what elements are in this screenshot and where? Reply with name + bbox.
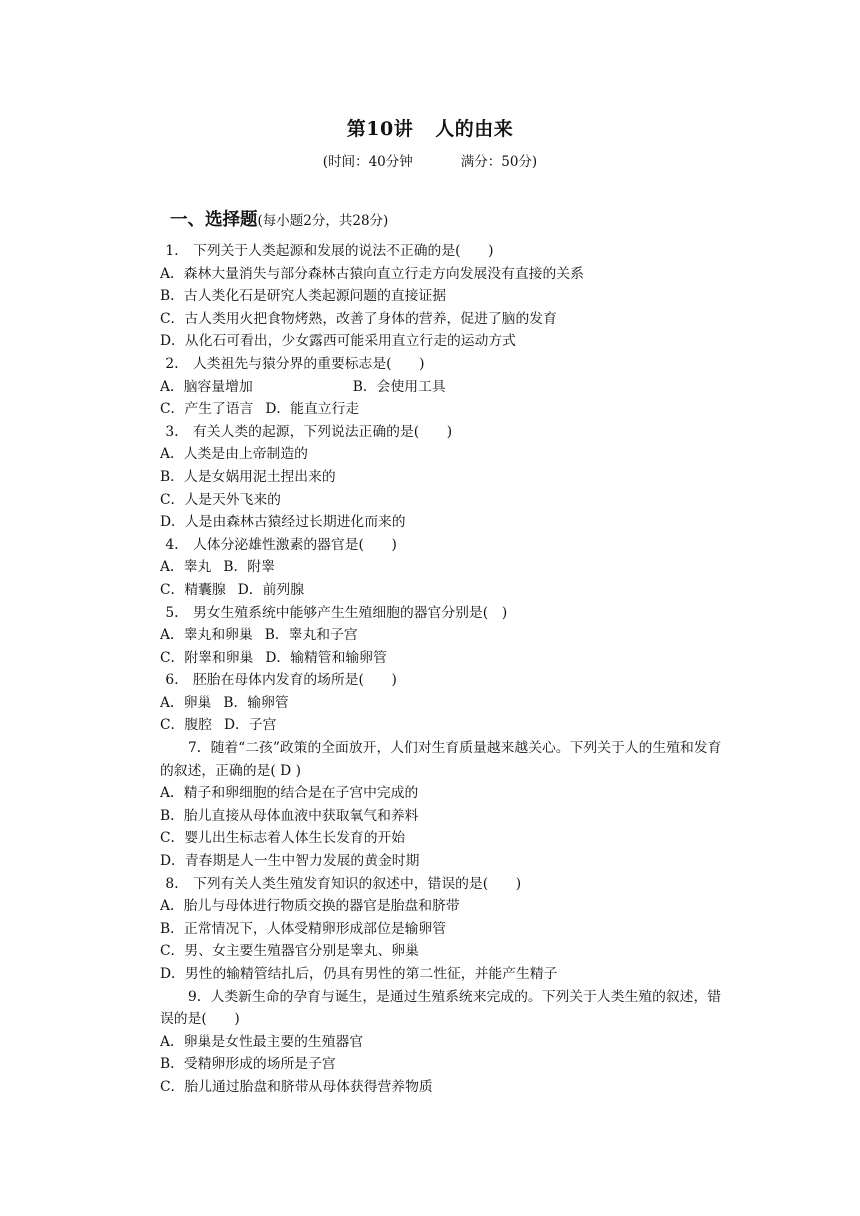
question-stem: 4． 人体分泌雄性激素的器官是( ) (165, 536, 397, 553)
option: A．卵巢是女性最主要的生殖器官 (160, 1033, 364, 1050)
question-stem: 8． 下列有关人类生殖发育知识的叙述中，错误的是( ) (165, 875, 522, 892)
question-stem: 1． 下列关于人类起源和发展的说法不正确的是( ) (165, 243, 494, 259)
option: D．男性的输精管结扎后，仍具有男性的第二性征，并能产生精子 (160, 966, 558, 982)
option-row: A．睾丸 B．附睾 (160, 559, 275, 576)
option: B．正常情况下，人体受精卵形成部位是输卵管 (160, 920, 447, 937)
question-stem: 7．随着“二孩”政策的全面放开，人们对生育质量越来越关心。下列关于人的生殖和发育的叙述，正确的是( D ) (160, 740, 722, 779)
option: C．古人类用火把食物烤熟，改善了身体的营养，促进了脑的发育 (160, 310, 557, 327)
option: C．人是天外飞来的 (160, 491, 281, 508)
exam-time: (时间：40分钟 (322, 154, 413, 170)
question-stem: 9．人类新生命的孕育与诞生，是通过生殖系统来完成的。下列关于人类生殖的叙述，错误的是( ) (160, 988, 722, 1028)
option: A．胎儿与母体进行物质交换的器官是胎盘和脐带 (160, 898, 460, 915)
question-list (160, 240, 730, 1099)
option: A．森林大量消失与部分森林古猿向直立行走方向发展没有直接的关系 (160, 265, 584, 282)
option: A．人类是由上帝制造的 (160, 446, 308, 463)
option-row: A．睾丸和卵巢 B．睾丸和子宫 (160, 627, 358, 644)
lesson-number: 第10讲 (346, 118, 414, 140)
exam-meta (0, 150, 860, 170)
option: D．人是由森林古猿经过长期进化而来的 (160, 514, 406, 531)
option: D．青春期是人一生中智力发展的黄金时期 (160, 853, 420, 870)
exam-score: 满分：50分) (460, 154, 538, 170)
question-stem: 3． 有关人类的起源，下列说法正确的是( ) (165, 423, 453, 440)
option-row: C．产生了语言 D．能直立行走 (160, 401, 360, 418)
section-note: (每小题2分，共28分) (257, 213, 389, 229)
option-row: A．脑容量增加 B．会使用工具 (160, 378, 446, 395)
option-row: C．附睾和卵巢 D．输精管和输卵管 (160, 649, 387, 666)
option-row: A．卵巢 B．输卵管 (160, 694, 289, 711)
question-stem: 2． 人类祖先与猿分界的重要标志是( ) (165, 355, 425, 372)
option-row: C．精囊腺 D．前列腺 (160, 581, 304, 598)
option-row: C．腹腔 D．子宫 (160, 717, 277, 734)
option: B．古人类化石是研究人类起源问题的直接证据 (160, 288, 447, 305)
option: C．男、女主要生殖器官分别是睾丸、卵巢 (160, 943, 419, 960)
option: B．胎儿直接从母体血液中获取氧气和养料 (160, 807, 419, 824)
option: C．婴儿出生标志着人体生长发育的开始 (160, 830, 406, 847)
lesson-topic: 人的由来 (435, 118, 514, 140)
option: C．胎儿通过胎盘和脐带从母体获得营养物质 (160, 1078, 433, 1095)
section-title: 一、选择题 (170, 210, 258, 230)
option: B．受精卵形成的场所是子宫 (160, 1056, 336, 1073)
option: B．人是女娲用泥土捏出来的 (160, 468, 336, 485)
question-stem: 5． 男女生殖系统中能够产生生殖细胞的器官分别是( ) (165, 604, 508, 621)
lesson-title (0, 114, 860, 141)
section-heading (170, 206, 388, 231)
question-stem: 6． 胚胎在母体内发育的场所是( ) (165, 672, 397, 689)
option: D．从化石可看出，少女露西可能采用直立行走的运动方式 (160, 333, 516, 350)
option: A．精子和卵细胞的结合是在子宫中完成的 (160, 785, 419, 802)
